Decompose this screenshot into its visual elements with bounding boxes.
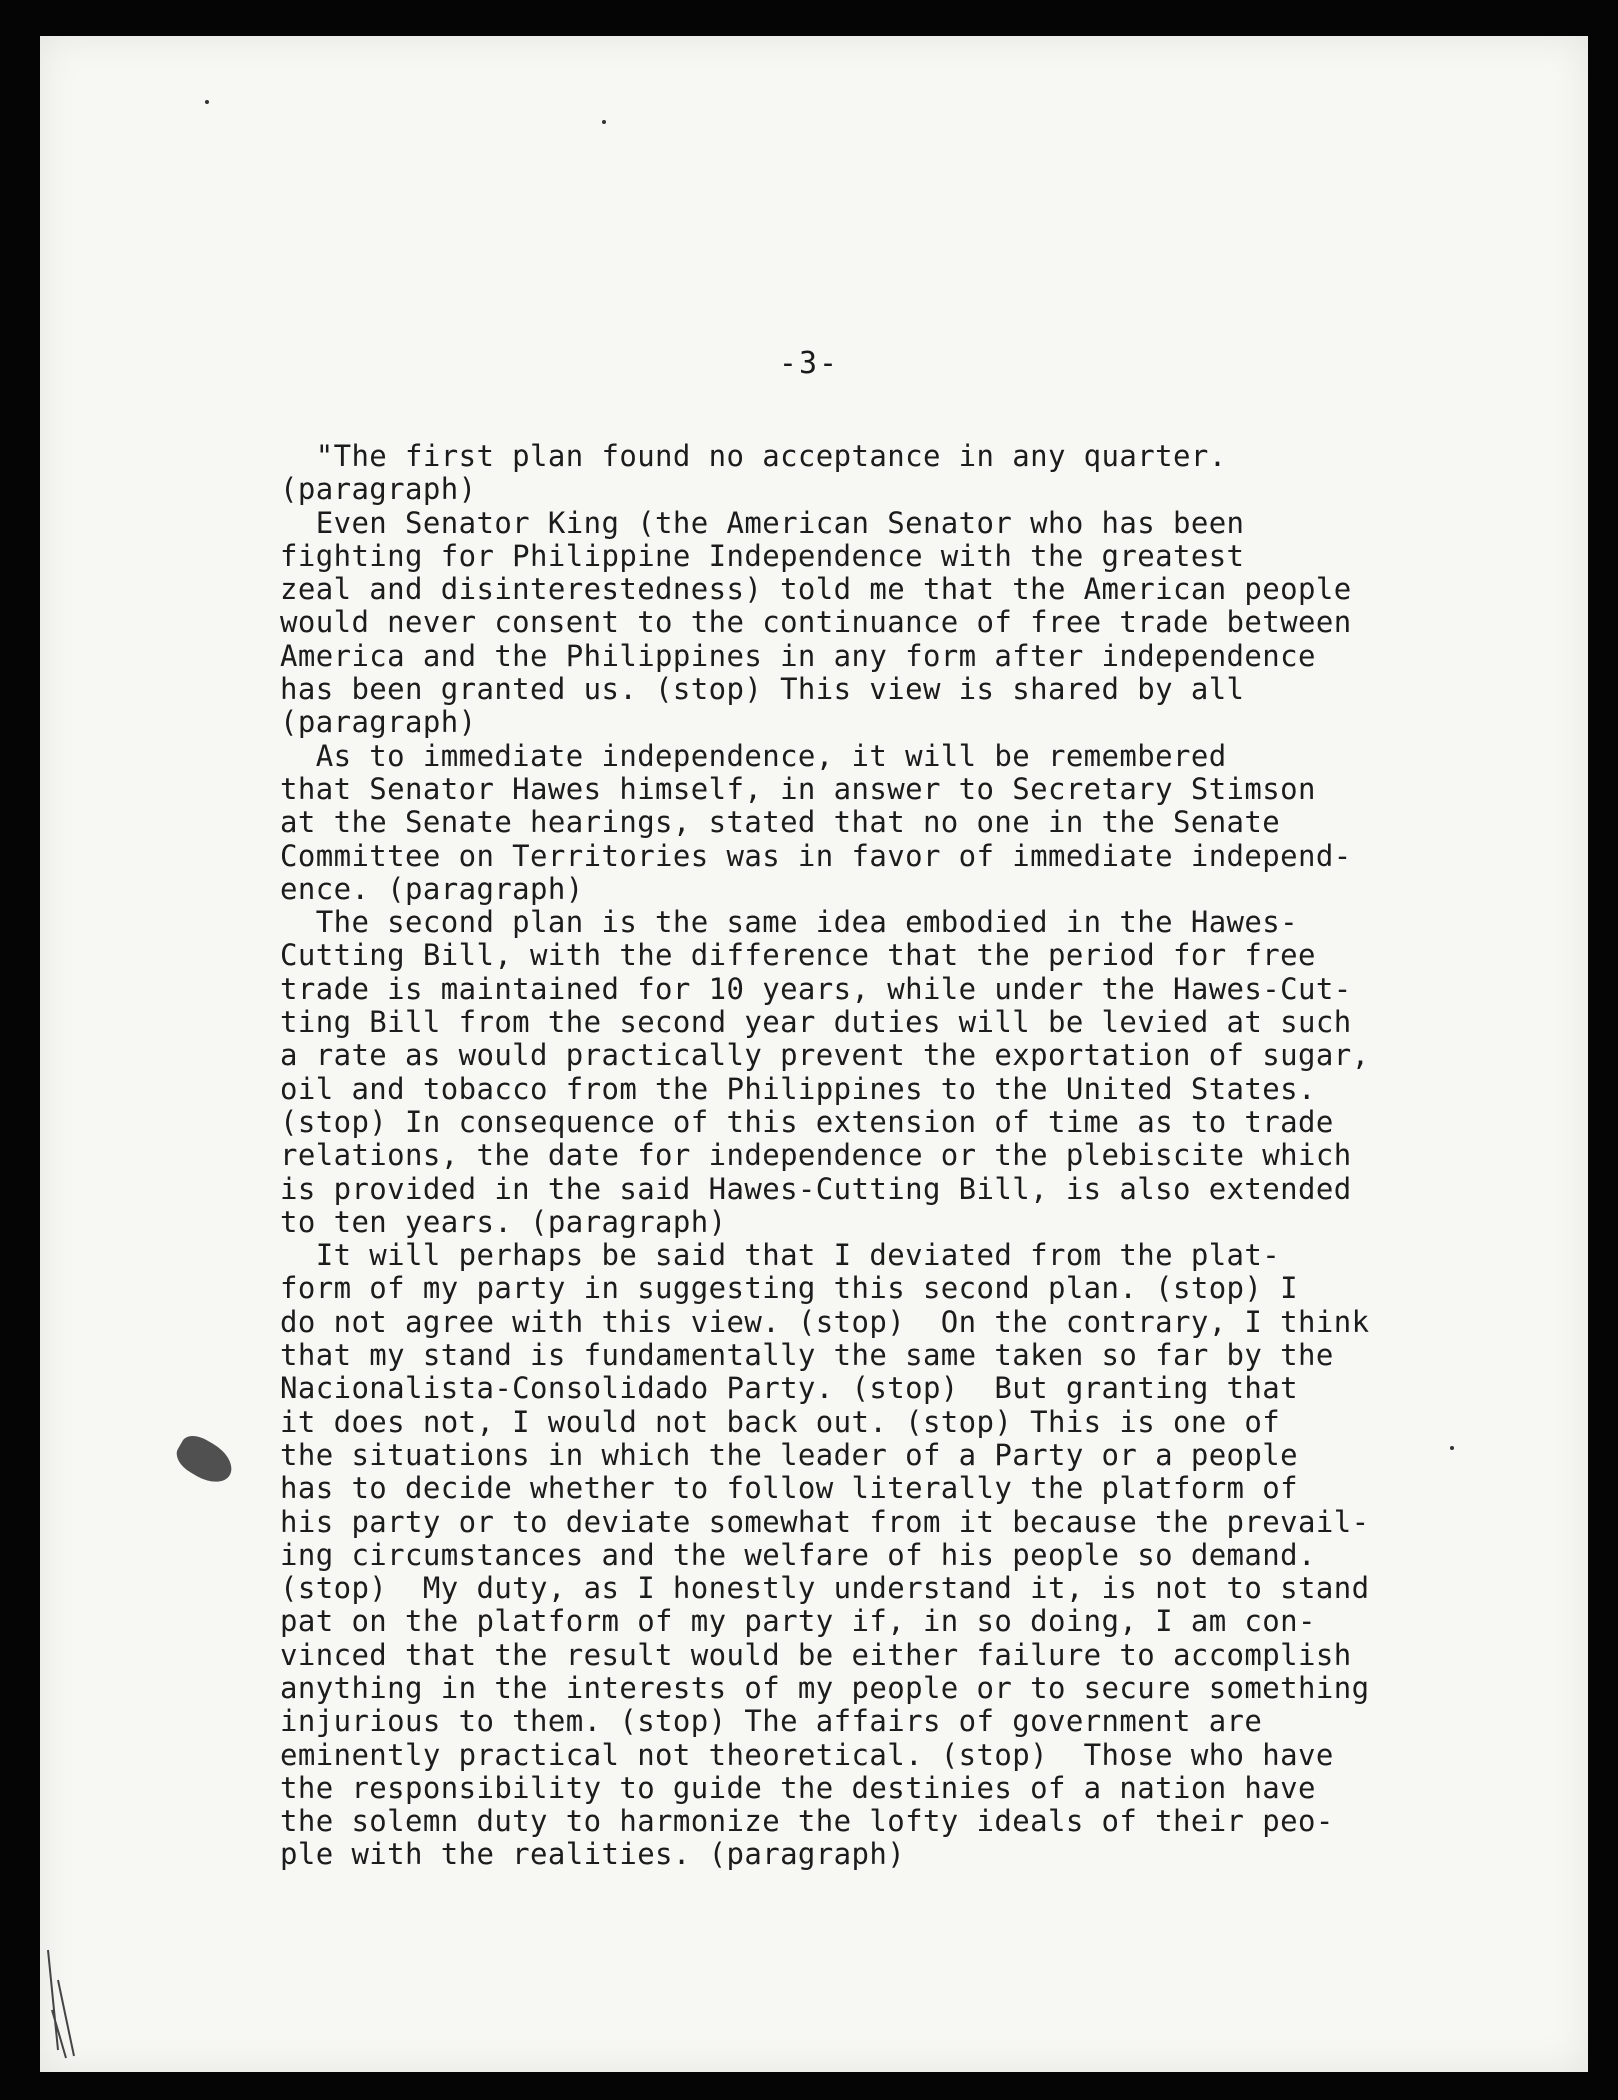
text-line: (paragraph) [280,472,477,507]
text-line: pat on the platform of my party if, in so doing, I am con- [280,1604,1316,1639]
speck-mark [205,100,209,104]
text-line: the situations in which the leader of a Party or a people [280,1437,1298,1472]
text-line: oil and tobacco from the Philippines to the United States. [280,1071,1316,1106]
text-line: It will perhaps be said that I deviated from the plat- [280,1238,1281,1273]
text-line: (stop) My duty, as I honestly understand it, is not to stand [280,1571,1370,1606]
text-line: at the Senate hearings, stated that no one in the Senate [280,805,1281,840]
text-line: As to immediate independence, it will be remembered [280,738,1227,773]
text-line: the solemn duty to harmonize the lofty ideals of their peo- [280,1804,1334,1839]
text-line: it does not, I would not back out. (stop) This is one of [280,1404,1281,1439]
text-line: Cutting Bill, with the difference that the period for free [280,938,1316,973]
text-line: Committee on Territories was in favor of immediate independ- [280,838,1352,873]
text-line: that my stand is fundamentally the same taken so far by the [280,1338,1334,1373]
text-line: form of my party in suggesting this second plan. (stop) I [280,1271,1298,1306]
text-line: the responsibility to guide the destinies of a nation have [280,1770,1316,1805]
text-line: ting Bill from the second year duties will be levied at such [280,1005,1352,1040]
text-line: ing circumstances and the welfare of his people so demand. [280,1537,1316,1572]
text-line: Nacionalista-Consolidado Party. (stop) But granting that [280,1371,1298,1406]
text-line: Even Senator King (the American Senator who has been [280,505,1245,540]
text-line: is provided in the said Hawes-Cutting Bill, is also extended [280,1171,1352,1206]
text-line: would never consent to the continuance of free trade between [280,605,1352,640]
corner-scratch-mark [44,1940,92,2060]
text-line: The second plan is the same idea embodied in the Hawes- [280,905,1298,940]
body-text [280,440,1480,1872]
text-line: fighting for Philippine Independence with the greatest [280,538,1245,573]
text-line: ple with the realities. (paragraph) [280,1837,906,1872]
text-line: that Senator Hawes himself, in answer to Secretary Stimson [280,771,1316,806]
text-line: do not agree with this view. (stop) On the contrary, I think [280,1304,1370,1339]
text-line: vinced that the result would be either failure to accomplish [280,1637,1352,1672]
text-line: his party or to deviate somewhat from it because the prevail- [280,1504,1370,1539]
page-number: -3- [778,346,840,381]
text-line: (stop) In consequence of this extension of time as to trade [280,1104,1334,1139]
text-line: a rate as would practically prevent the exportation of sugar, [280,1038,1370,1073]
text-line: has to decide whether to follow literally the platform of [280,1471,1298,1506]
text-line: (paragraph) [280,705,477,740]
text-line: to ten years. (paragraph) [280,1204,727,1239]
text-line: relations, the date for independence or the plebiscite which [280,1138,1352,1173]
text-line: trade is maintained for 10 years, while under the Hawes-Cut- [280,971,1352,1006]
text-line: anything in the interests of my people or to secure something [280,1670,1370,1705]
text-line: America and the Philippines in any form after independence [280,638,1316,673]
text-line: has been granted us. (stop) This view is shared by all [280,672,1245,707]
text-line: ence. (paragraph) [280,871,584,906]
text-line: injurious to them. (stop) The affairs of government are [280,1704,1263,1739]
text-line: "The first plan found no acceptance in any quarter. [280,439,1227,473]
text-line: eminently practical not theoretical. (stop) Those who have [280,1737,1334,1772]
text-line: zeal and disinterestedness) told me that the American people [280,572,1352,607]
speck-mark [602,120,606,124]
